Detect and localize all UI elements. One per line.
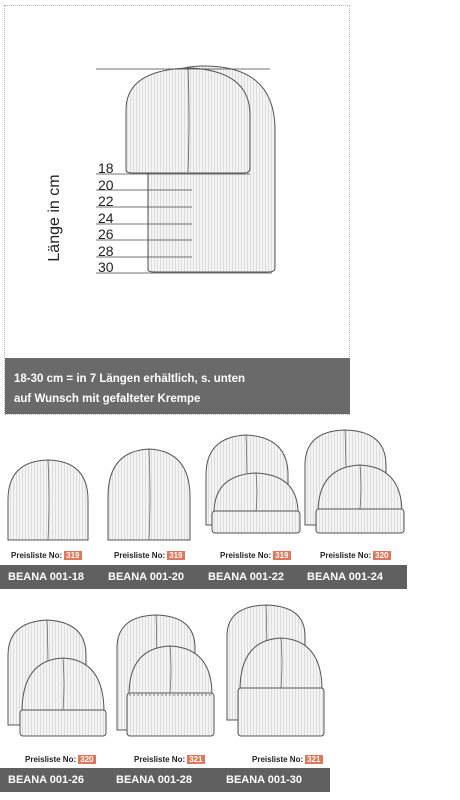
product-row-1-images — [0, 425, 420, 550]
length-30-label: 30 — [98, 259, 114, 275]
availability-banner — [5, 358, 350, 414]
product-name-18[interactable]: BEANA 001-18 — [8, 571, 85, 583]
beanie-28-image — [117, 615, 214, 736]
price-tag-26: Preisliste No: 320 — [22, 755, 106, 765]
beanie-30-image — [227, 605, 324, 736]
product-row-2-images — [0, 600, 340, 750]
price-tag-18: Preisliste No: 319 — [8, 551, 92, 561]
price-tag-30: Preisliste No: 321 — [249, 755, 333, 765]
product-name-30[interactable]: BEANA 001-30 — [226, 774, 303, 786]
beanie-20-image — [108, 449, 190, 540]
product-name-26[interactable]: BEANA 001-26 — [8, 774, 85, 786]
beanie-18-image — [8, 460, 88, 540]
price-tag-28: Preisliste No: 321 — [131, 755, 215, 765]
length-20-label: 20 — [98, 177, 114, 193]
brim-option-text: auf Wunsch mit gefalteter Krempe — [14, 393, 201, 405]
beanie-22-image — [206, 435, 300, 533]
product-row-2-bar — [0, 768, 330, 792]
product-name-22[interactable]: BEANA 001-22 — [208, 571, 285, 583]
price-tag-20: Preisliste No: 319 — [111, 551, 195, 561]
length-24-label: 24 — [98, 210, 114, 226]
product-name-24[interactable]: BEANA 001-24 — [307, 571, 384, 583]
availability-text: 18-30 cm = in 7 Längen erhältlich, s. unten — [14, 373, 246, 385]
price-tag-24: Preisliste No: 320 — [317, 551, 401, 561]
length-18-label: 18 — [98, 160, 114, 176]
length-axis-label: Länge in cm — [46, 174, 63, 262]
price-tag-22: Preisliste No: 319 — [217, 551, 301, 561]
product-row-1-bar — [0, 565, 407, 589]
length-28-label: 28 — [98, 243, 114, 259]
length-26-label: 26 — [98, 226, 114, 242]
length-22-label: 22 — [98, 193, 114, 209]
product-name-20[interactable]: BEANA 001-20 — [108, 571, 185, 583]
product-name-28[interactable]: BEANA 001-28 — [116, 774, 193, 786]
beanie-24-image — [305, 430, 404, 533]
beanie-26-image — [8, 620, 106, 736]
